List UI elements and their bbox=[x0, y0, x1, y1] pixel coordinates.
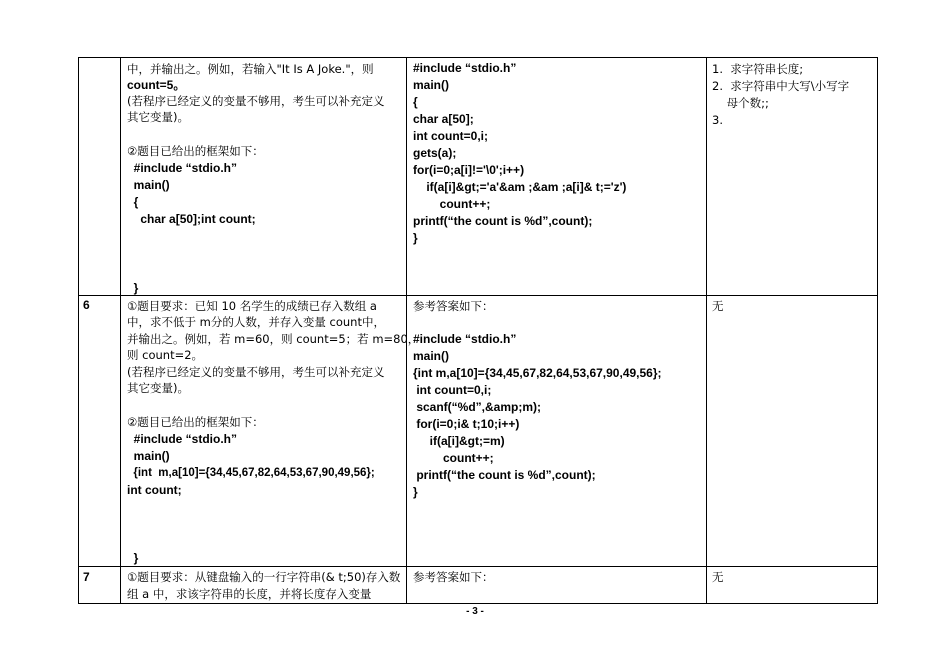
notes-line: 3. bbox=[712, 113, 723, 127]
code-line: char a[50]; bbox=[413, 112, 474, 126]
question-text-line: count=5。 bbox=[127, 78, 186, 92]
code-line: char a[50];int count; bbox=[127, 212, 256, 226]
code-line: for(i=0;i& t;10;i++) bbox=[413, 417, 520, 431]
row7-answer-heading: 参考答案如下： bbox=[413, 570, 494, 584]
row-divider bbox=[78, 295, 878, 296]
question-text-line: (若程序已经定义的变量不够用，考生可以补充定义 bbox=[127, 94, 385, 108]
code-line: } bbox=[413, 485, 418, 499]
question-text-line: 并输出之。例如，若 m=60，则 count=5；若 m=80， bbox=[127, 332, 420, 346]
notes-line: 1. 求字符串长度; bbox=[712, 62, 804, 76]
code-line: count++; bbox=[413, 451, 494, 465]
question-text-line: 中，求不低于 m分的人数，并存入变量 count中， bbox=[127, 315, 385, 329]
code-line: printf(“the count is %d”,count); bbox=[413, 468, 596, 482]
column-divider bbox=[706, 57, 707, 604]
row6-notes-cell: 无 bbox=[712, 299, 724, 313]
question-text-line: 中，并输出之。例如，若输入"It Is A Joke."，则 bbox=[127, 62, 374, 76]
column-divider bbox=[120, 57, 121, 604]
question-text-line: 其它变量)。 bbox=[127, 110, 189, 124]
code-line: {int m,a[10]={34,45,67,82,64,53,67,90,49,56}; bbox=[413, 366, 662, 380]
code-line: { bbox=[413, 95, 418, 109]
question-text-line: 则 count=2。 bbox=[127, 348, 204, 362]
code-line: count++; bbox=[413, 197, 491, 211]
row-divider bbox=[78, 566, 878, 567]
code-line: main() bbox=[127, 178, 170, 192]
answer-heading: 参考答案如下： bbox=[413, 299, 494, 313]
code-line: scanf(“%d”,&amp;m); bbox=[413, 400, 542, 414]
column-divider bbox=[78, 57, 79, 604]
question-text-line: ②题目已给出的框架如下： bbox=[127, 144, 264, 158]
code-line: int count=0,i; bbox=[413, 129, 488, 143]
question-text-line: ①题目要求：从键盘输入的一行字符串(& t;50)存入数 bbox=[127, 570, 401, 584]
code-line: #include “stdio.h” bbox=[413, 61, 517, 75]
table-bottom-border bbox=[78, 603, 878, 604]
code-line: } bbox=[127, 281, 139, 295]
row7-notes-cell: 无 bbox=[712, 570, 724, 584]
question-text-line: 组 a 中，求该字符串的长度，并将长度存入变量 bbox=[127, 587, 372, 601]
code-line: {int m,a[10]={34,45,67,82,64,53,67,90,49,56}; bbox=[127, 467, 375, 479]
table-top-border bbox=[78, 57, 878, 58]
page-number: - 3 - bbox=[466, 606, 484, 617]
code-line: int count; bbox=[127, 483, 182, 497]
code-line: } bbox=[413, 231, 418, 245]
code-line: #include “stdio.h” bbox=[413, 332, 517, 346]
code-line: if(a[i]&gt;=m) bbox=[413, 434, 505, 448]
column-divider bbox=[877, 57, 878, 604]
code-line: main() bbox=[413, 349, 449, 363]
question-text-line: 其它变量)。 bbox=[127, 381, 189, 395]
code-line: } bbox=[127, 551, 139, 565]
code-line: main() bbox=[127, 449, 170, 463]
code-line: printf(“the count is %d”,count); bbox=[413, 214, 593, 228]
code-line: if(a[i]&gt;='a'&am ;&am ;a[i]& t;='z') bbox=[413, 180, 627, 194]
code-line: int count=0,i; bbox=[413, 383, 492, 397]
code-line: { bbox=[127, 195, 139, 209]
notes-line: 母个数;; bbox=[712, 96, 769, 110]
code-line: gets(a); bbox=[413, 146, 457, 160]
code-line: main() bbox=[413, 78, 449, 92]
row6-number: 6 bbox=[83, 298, 90, 312]
question-text-line: ①题目要求：已知 10 名学生的成绩已存入数组 a bbox=[127, 299, 377, 313]
code-line: for(i=0;a[i]!='\0';i++) bbox=[413, 163, 525, 177]
code-line: #include “stdio.h” bbox=[127, 432, 238, 446]
notes-line: 2. 求字符串中大写\小写字 bbox=[712, 79, 850, 93]
row7-number: 7 bbox=[83, 570, 90, 584]
code-line: #include “stdio.h” bbox=[127, 161, 238, 175]
question-text-line: (若程序已经定义的变量不够用，考生可以补充定义 bbox=[127, 365, 385, 379]
question-text-line: ②题目已给出的框架如下： bbox=[127, 415, 264, 429]
